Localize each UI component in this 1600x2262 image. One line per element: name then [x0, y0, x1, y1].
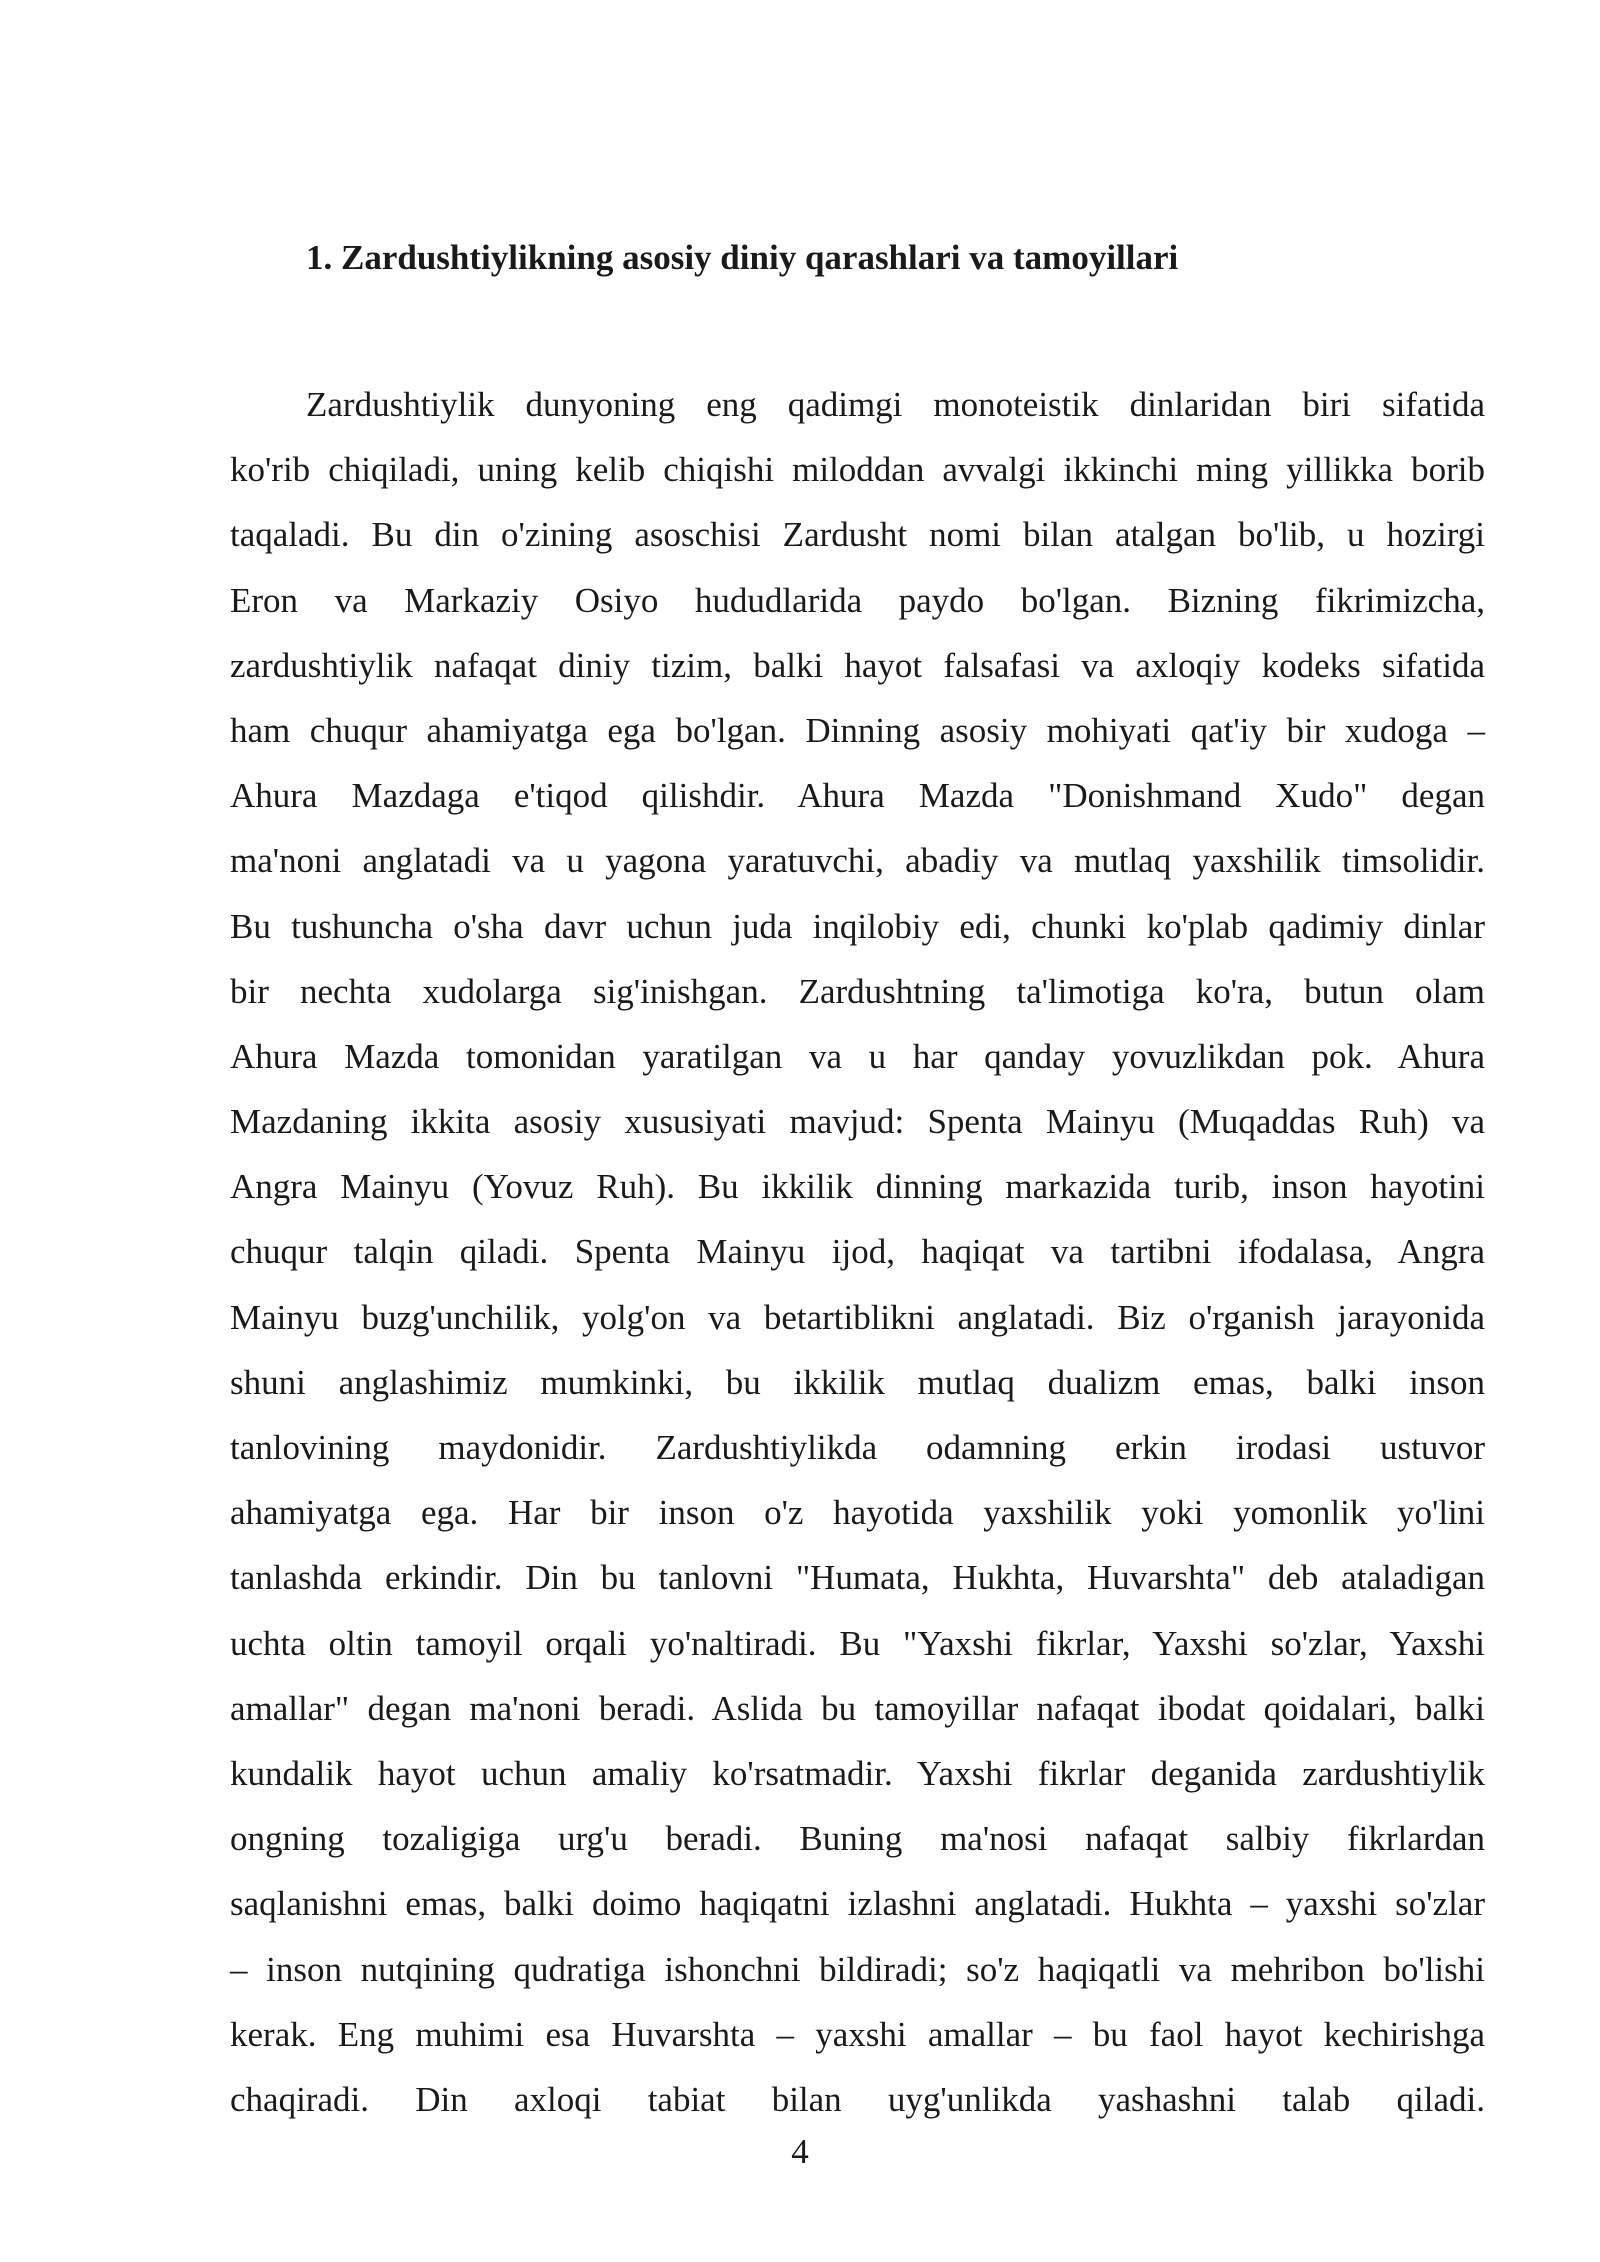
paragraph-line: ko'rib chiqiladi, uning kelib chiqishi miloddan avvalgi ikkinchi ming yillikka borib	[230, 450, 1485, 490]
paragraph-line: taqaladi. Bu din o'zining asoschisi Zardusht nomi bilan atalgan bo'lib, u hozirgi	[230, 515, 1485, 555]
paragraph-line: Ahura Mazda tomonidan yaratilgan va u har qanday yovuzlikdan pok. Ahura	[230, 1036, 1485, 1076]
paragraph-line: Mazdaning ikkita asosiy xususiyati mavjud: Spenta Mainyu (Muqaddas Ruh) va	[230, 1102, 1485, 1142]
paragraph-line: Ahura Mazdaga e'tiqod qilishdir. Ahura Mazda "Donishmand Xudo" degan	[230, 776, 1485, 816]
section-heading: 1. Zardushtiylikning asosiy diniy qarashlari va tamoyillari	[306, 238, 1179, 277]
paragraph-line: uchta oltin tamoyil orqali yo'naltiradi. Bu "Yaxshi fikrlar, Yaxshi so'zlar, Yaxshi	[230, 1623, 1485, 1663]
paragraph-line: ma'noni anglatadi va u yagona yaratuvchi, abadiy va mutlaq yaxshilik timsolidir.	[230, 841, 1485, 881]
page-number: 4	[791, 2132, 809, 2171]
paragraph-line: Angra Mainyu (Yovuz Ruh). Bu ikkilik dinning markazida turib, inson hayotini	[230, 1167, 1485, 1207]
paragraph-line: saqlanishni emas, balki doimo haqiqatni izlashni anglatadi. Hukhta – yaxshi so'zlar	[230, 1884, 1485, 1924]
paragraph-line: ongning tozaligiga urg'u beradi. Buning ma'nosi nafaqat salbiy fikrlardan	[230, 1819, 1485, 1859]
paragraph-line: chaqiradi. Din axloqi tabiat bilan uyg'unlikda yashashni talab qiladi.	[230, 2079, 1485, 2119]
paragraph-line: ahamiyatga ega. Har bir inson o'z hayotida yaxshilik yoki yomonlik yo'lini	[230, 1493, 1485, 1533]
paragraph-line: zardushtiylik nafaqat diniy tizim, balki hayot falsafasi va axloqiy kodeks sifatida	[230, 645, 1485, 685]
paragraph-line: shuni anglashimiz mumkinki, bu ikkilik mutlaq dualizm emas, balki inson	[230, 1362, 1485, 1402]
paragraph-line: Bu tushuncha o'sha davr uchun juda inqilobiy edi, chunki ko'plab qadimiy dinlar	[230, 906, 1485, 946]
paragraph-line: Eron va Markaziy Osiyo hududlarida paydo bo'lgan. Bizning fikrimizcha,	[230, 580, 1485, 620]
paragraph-line: Zardushtiylik dunyoning eng qadimgi monoteistik dinlaridan biri sifatida	[306, 385, 1485, 424]
paragraph-line: tanlashda erkindir. Din bu tanlovni "Humata, Hukhta, Huvarshta" deb ataladigan	[230, 1558, 1485, 1598]
paragraph-line: ham chuqur ahamiyatga ega bo'lgan. Dinning asosiy mohiyati qat'iy bir xudoga –	[230, 710, 1485, 750]
paragraph-line: amallar" degan ma'noni beradi. Aslida bu tamoyillar nafaqat ibodat qoidalari, balki	[230, 1688, 1485, 1728]
paragraph-line: kerak. Eng muhimi esa Huvarshta – yaxshi amallar – bu faol hayot kechirishga	[230, 2014, 1485, 2054]
body-paragraph	[230, 372, 1485, 2132]
paragraph-line: kundalik hayot uchun amaliy ko'rsatmadir. Yaxshi fikrlar deganida zardushtiylik	[230, 1753, 1485, 1793]
paragraph-line: – inson nutqining qudratiga ishonchni bildiradi; so'z haqiqatli va mehribon bo'lishi	[230, 1949, 1485, 1989]
paragraph-line: tanlovining maydonidir. Zardushtiylikda odamning erkin irodasi ustuvor	[230, 1428, 1485, 1467]
paragraph-line: chuqur talqin qiladi. Spenta Mainyu ijod, haqiqat va tartibni ifodalasa, Angra	[230, 1232, 1485, 1272]
paragraph-line: bir nechta xudolarga sig'inishgan. Zardushtning ta'limotiga ko'ra, butun olam	[230, 971, 1485, 1011]
paragraph-line: Mainyu buzg'unchilik, yolg'on va betartiblikni anglatadi. Biz o'rganish jarayonida	[230, 1297, 1485, 1337]
